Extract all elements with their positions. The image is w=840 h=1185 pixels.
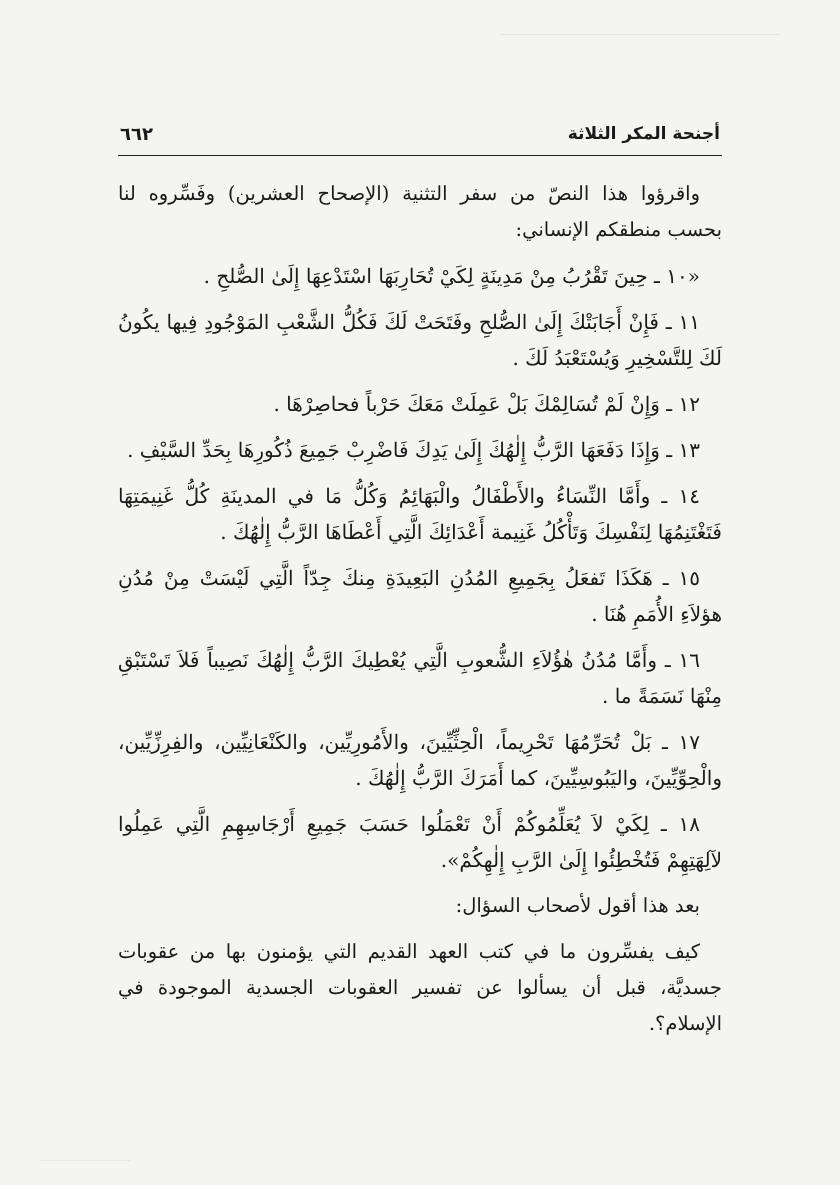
intro-paragraph: واقرؤوا هذا النصّ من سفر التثنية (الإصحاح العشرين) وفَسِّروه لنا بحسب منطقكم الإنساني: xyxy=(118,182,722,241)
verse-13: ١٣ ـ وَإِذَا دَفَعَهَا الرَّبُّ إِلٰهُكَ إِلَىٰ يَدِكَ فَاضْرِبْ جَمِيعَ ذُكُورِهَا بِحَدِّ السَّيْفِ . xyxy=(127,438,700,462)
transition-paragraph: بعد هذا أقول لأصحاب السؤال: xyxy=(455,894,700,917)
header-rule xyxy=(118,155,722,156)
verse-15: ١٥ ـ هَكَذَا تَفعَلُ بِجَمِيعِ المُدُنِ البَعِيدَةِ مِنكَ جِدّاً الَّتِي لَيْسَتْ مِنْ مُدُنِ هؤلاَءِ الأُمَمِ هُنَا . xyxy=(118,566,722,626)
verse-18: ١٨ ـ لِكَيْ لاَ يُعَلِّمُوكُمْ أَنْ تَعْمَلُوا حَسَبَ جَمِيعِ أَرْجَاسِهِمِ الَّتِي عَمِلُوا لآلِهَتِهِمْ فَتُخْطِئُوا إِلَىٰ الرَّبِ إِلٰهِكُمْ». xyxy=(118,812,722,872)
verse-14: ١٤ ـ وأَمَّا النِّسَاءُ والأَطْفَالُ والْبَهَائِمُ وَكُلُّ مَا في المدينَةِ كُلُّ غَنِيمَتِهَا فَتَغْتَنِمُهَا لِنَفْسِكَ وَتَأْكُلُ غَنِيمة أَعْدَائِكَ الَّتِي أَعْطَاهَا الرَّبُّ إِلٰهُكَ . xyxy=(118,484,722,544)
running-header xyxy=(120,124,720,152)
scan-artifact-line-bottom xyxy=(40,1160,130,1161)
page-number: ٦٦٢ xyxy=(120,124,153,145)
book-title: أجنحة المكر الثلاثة xyxy=(567,124,720,144)
page-body xyxy=(118,176,722,1052)
verse-10: «١٠ ـ حِينَ تَقْرُبُ مِنْ مَدِينَةٍ لِكَيْ تُحَارِبَهَا اسْتَدْعِهَا إِلَىٰ الصُّلحِ . xyxy=(203,264,700,288)
closing-paragraph: كيف يفسِّرون ما في كتب العهد القديم التي يؤمنون بها من عقوبات جسديَّة، قبل أن يسألوا عن تفسير العقوبات الجسدية الموجودة في الإسلام؟. xyxy=(118,940,722,1035)
verse-16: ١٦ ـ وأَمَّا مُدُنُ هٰؤُلاَءِ الشُّعوبِ الَّتِي يُعْطِيكَ الرَّبُّ إِلٰهُكَ نَصِيباً فَلاَ تَسْتَبْقِ مِنْهَا نَسَمَةً ما . xyxy=(118,648,722,708)
verse-17: ١٧ ـ بَلْ تُحَرِّمُهَا تَحْرِيماً، الْحِثِّيِّينَ، والأَمُورِيِّين، والكَنْعَانِيِّين، والفِرِزِّيِّين، والْحِوِّيِّينَ، واليَبُوسِيِّينَ، كما أَمَرَكَ الرَّبُّ إِلٰهُكَ . xyxy=(118,730,722,790)
scan-artifact-line xyxy=(500,34,780,35)
verse-11: ١١ ـ فَإِنْ أَجَابَتْكَ إِلَىٰ الصُّلحِ وفَتَحَتْ لَكَ فَكُلُّ الشَّعْبِ المَوْجُودِ فِيها يكُونُ لَكَ لِلتَّسْخِيرِ وَيُسْتَعْبَدُ لَكَ . xyxy=(118,310,722,370)
verse-12: ١٢ ـ وَإِنْ لَمْ تُسَالِمْكَ بَلْ عَمِلَتْ مَعَكَ حَرْباً فحاصِرْهَا . xyxy=(273,392,700,416)
